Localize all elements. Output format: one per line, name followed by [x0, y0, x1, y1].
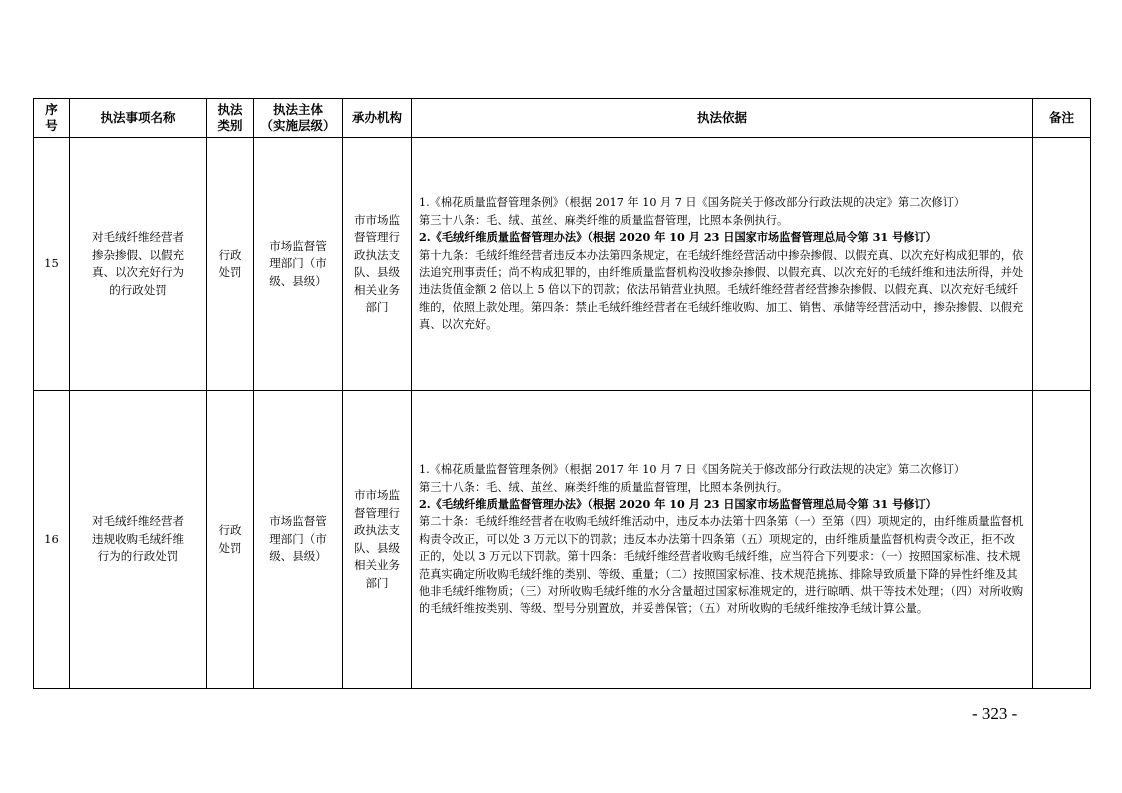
item-name: 对毛绒纤维经营者 掺杂掺假、以假充 真、以次充好行为 的行政处罚: [70, 138, 207, 391]
item-name: 对毛绒纤维经营者 违规收购毛绒纤维 行为的行政处罚: [70, 391, 207, 689]
basis-paragraph: 2.《毛绒纤维质量监督管理办法》（根据 2020 年 10 月 23 日国家市场监督管理总局令第 31 号修订）: [419, 230, 937, 245]
header-no: 序 号: [34, 99, 70, 138]
header-basis: 执法依据: [412, 99, 1033, 138]
basis-paragraph: 第十九条：毛绒纤维经营者违反本办法第四条规定，在毛绒纤维经营活动中掺杂掺假、以假充真、以次充好构成犯罪的，依法追究刑事责任；尚不构成犯罪的，由纤维质量监督机构没收掺杂掺假、以假充真、以次充好的毛绒纤维和违法所得，并处违法货值金额 2 倍以上 5 倍以下的罚款；依法吊销营业执照。毛绒纤维经营者经营掺杂掺假、以假充真、以次充好毛绒纤维的，依照上款处理。第四条：禁止毛绒纤维经营者在毛绒纤维收购、加工、销售、承储等经营活动中，掺杂掺假、以假充真、以次充好。: [419, 248, 1024, 332]
category: 行政 处罚: [207, 391, 254, 689]
table-row: [34, 391, 1091, 689]
header-office: 承办机构: [343, 99, 412, 138]
office: 市市场监 督管理行 政执法支 队、县级 相关业务 部门: [343, 391, 412, 689]
basis-paragraph: 2.《毛绒纤维质量监督管理办法》（根据 2020 年 10 月 23 日国家市场监督管理总局令第 31 号修订）: [419, 496, 937, 511]
remark: [1033, 391, 1091, 689]
header-category: 执法 类别: [207, 99, 254, 138]
subject: 市场监督管 理部门（市 级、县级）: [254, 138, 343, 391]
header-subject: 执法主体 （实施层级）: [254, 99, 343, 138]
header-row: [34, 99, 1091, 138]
office: 市市场监 督管理行 政执法支 队、县级 相关业务 部门: [343, 138, 412, 391]
basis-paragraph: 第二十条：毛绒纤维经营者在收购毛绒纤维活动中，违反本办法第十四条第（一）至第（四）项规定的，由纤维质量监督机构责令改正，可以处 3 万元以下的罚款；违反本办法第十四条第（五）项规定的，由纤维质量监督机构责令改正，拒不改正的，处以 3 万元以下罚款。第十四条：毛绒纤维经营者收购毛绒纤维，应当符合下列要求：（一）按照国家标准、技术规范真实确定所收购毛绒纤维的类别、等级、重量；（二）按照国家标准、技术规范挑拣、排除导致质量下降的异性纤维及其他非毛绒纤维物质；（三）对所收购毛绒纤维的水分含量超过国家标准规定的，进行晾晒、烘干等技术处理；（四）对所收购的毛绒纤维按类别、等级、型号分别置放，并妥善保管；（五）对所收购的毛绒纤维按净毛绒计算公量。: [419, 515, 1024, 616]
enforcement-table: [33, 98, 1091, 689]
remark: [1033, 138, 1091, 391]
header-name: 执法事项名称: [70, 99, 207, 138]
subject: 市场监督管 理部门（市 级、县级）: [254, 391, 343, 689]
row-number: 16: [34, 391, 70, 689]
table-row: [34, 138, 1091, 391]
row-number: 15: [34, 138, 70, 391]
page-number: - 323 -: [972, 704, 1018, 723]
basis-paragraph: 1.《棉花质量监督管理条例》（根据 2017 年 10 月 7 日《国务院关于修改部分行政法规的决定》第二次修订）: [419, 463, 966, 477]
basis-paragraph: 1.《棉花质量监督管理条例》（根据 2017 年 10 月 7 日《国务院关于修改部分行政法规的决定》第二次修订）: [419, 196, 966, 210]
category: 行政 处罚: [207, 138, 254, 391]
legal-basis: [412, 391, 1033, 689]
legal-basis: [412, 138, 1033, 391]
basis-paragraph: 第三十八条：毛、绒、茧丝、麻类纤维的质量监督管理，比照本条例执行。: [419, 480, 789, 494]
header-remark: 备注: [1033, 99, 1091, 138]
basis-paragraph: 第三十八条：毛、绒、茧丝、麻类纤维的质量监督管理，比照本条例执行。: [419, 213, 789, 227]
